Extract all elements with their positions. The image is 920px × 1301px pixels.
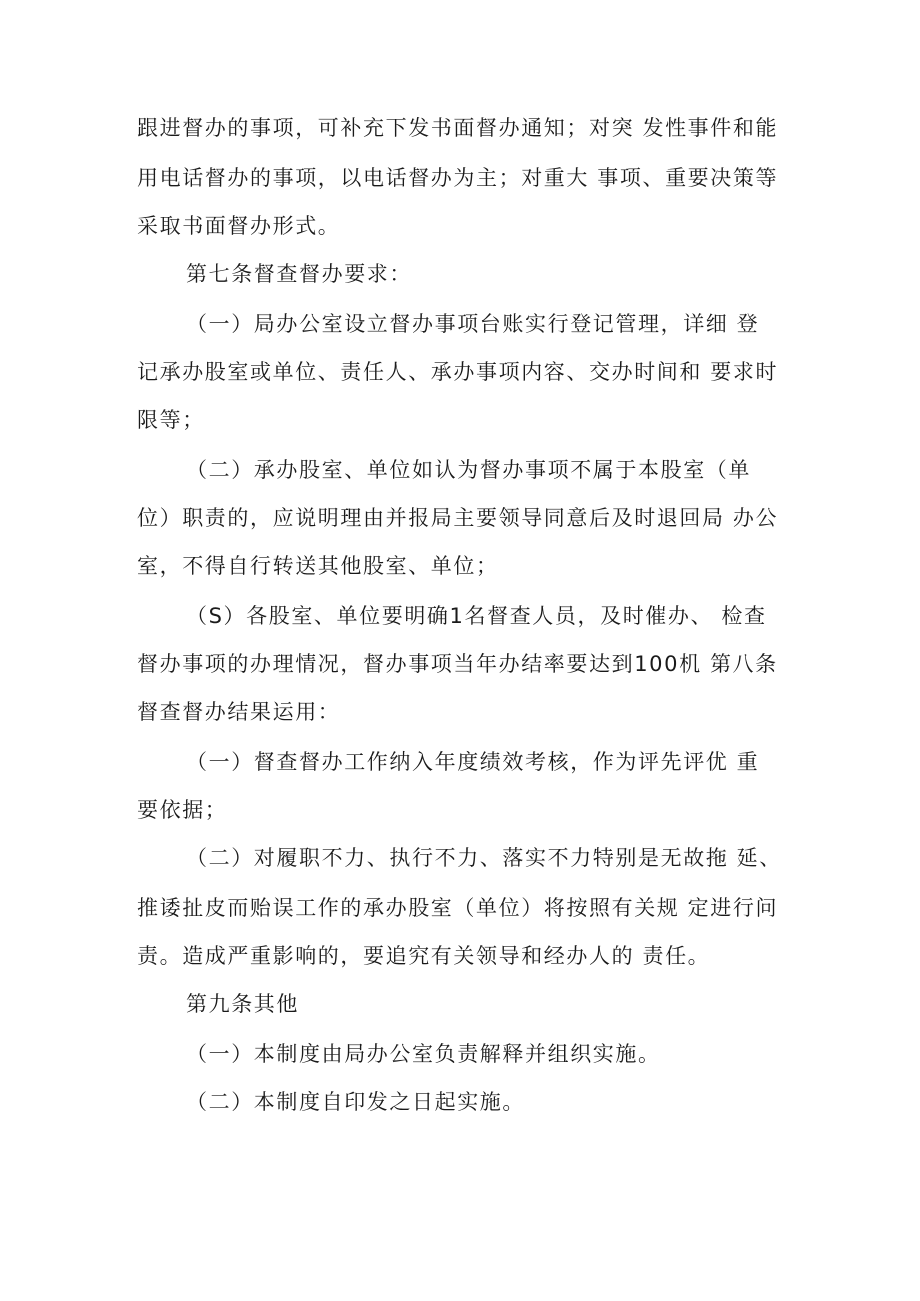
- text-line: 跟进督办的事项，可补充下发书面督办通知；对突 发性事件和能: [137, 116, 779, 140]
- text-line: 室，不得自行转送其他股室、单位；: [137, 554, 499, 578]
- text-line: 要依据；: [137, 798, 228, 822]
- text-line: 责。造成严重影响的，要追究有关领导和经办人的 责任。: [137, 944, 711, 968]
- text-line: 采取书面督办形式。: [137, 214, 341, 238]
- article-heading: 第九条其他: [186, 992, 299, 1016]
- text-line: （一）本制度由局办公室负责解释并组织实施。: [186, 1042, 661, 1066]
- text-line: 位）职责的，应说明理由并报局主要领导同意后及时退回局 办公: [137, 506, 779, 530]
- text-line: （二）本制度自印发之日起实施。: [186, 1090, 525, 1114]
- text-line: 限等；: [137, 408, 205, 432]
- text-line: 推诿扯皮而贻误工作的承办股室（单位）将按照有关规 定进行问: [137, 896, 779, 920]
- text-line: （二）对履职不力、执行不力、落实不力特别是无故拖 延、: [186, 846, 782, 870]
- text-line: （二）承办股室、单位如认为督办事项不属于本股室（单: [186, 458, 751, 482]
- text-line: （S）各股室、单位要明确1名督查人员，及时催办、 检查: [186, 604, 767, 628]
- text-line: 督查督办结果运用：: [137, 700, 341, 724]
- text-line: （一）督查督办工作纳入年度绩效考核，作为评先评优 重: [186, 750, 760, 774]
- text-line: （一）局办公室设立督办事项台账实行登记管理，详细 登: [186, 312, 760, 336]
- text-line: 督办事项的办理情况，督办事项当年办结率要达到100机 第八条: [137, 652, 778, 676]
- text-line: 记承办股室或单位、责任人、承办事项内容、交办时间和 要求时: [137, 360, 779, 384]
- article-heading: 第七条督查督办要求：: [186, 262, 412, 286]
- text-line: 用电话督办的事项，以电话督办为主；对重大 事项、重要决策等: [137, 166, 779, 190]
